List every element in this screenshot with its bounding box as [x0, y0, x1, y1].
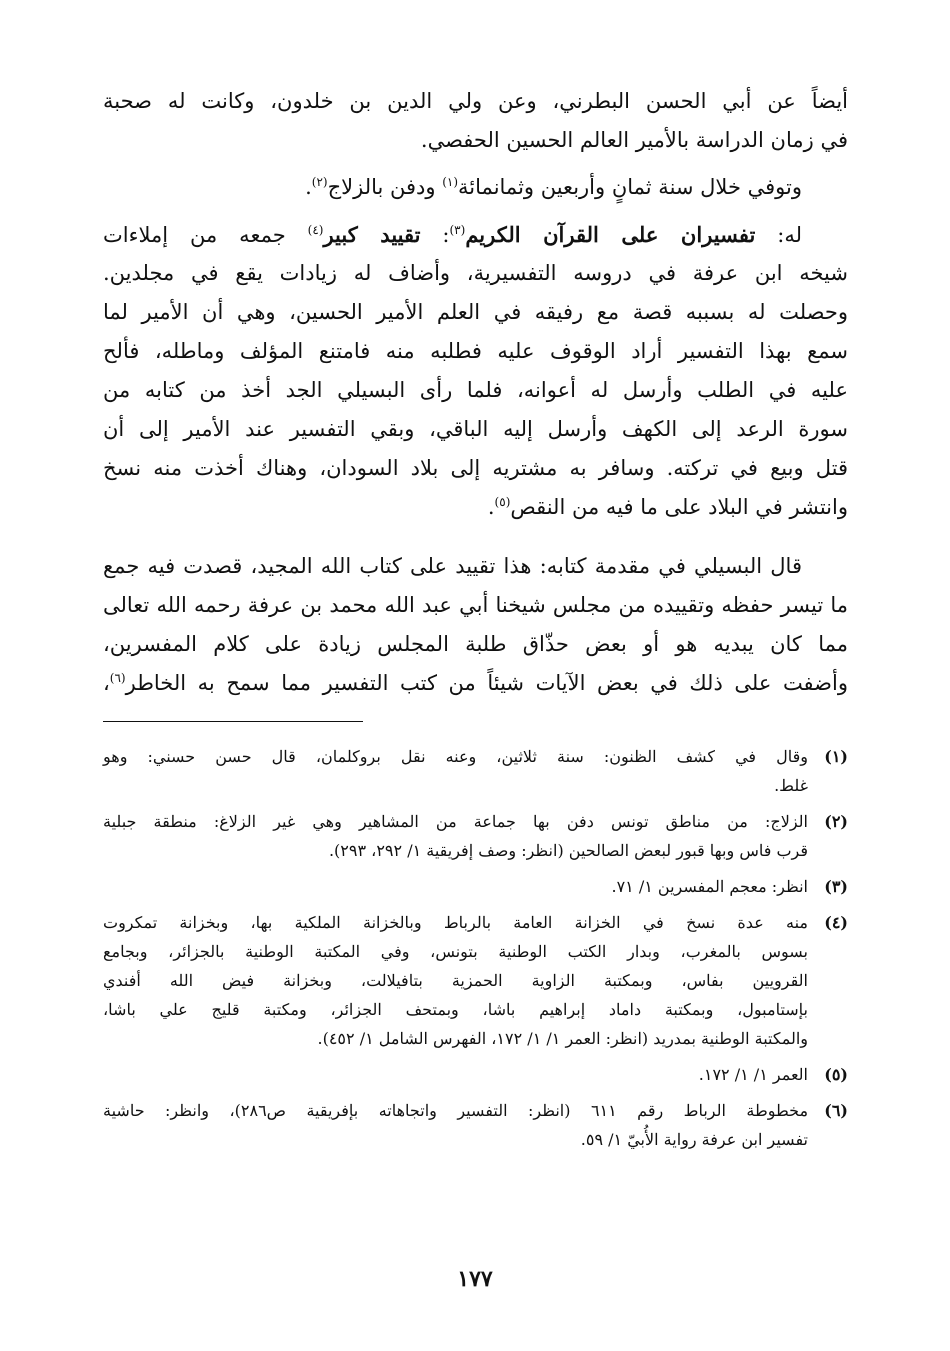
footnote-ref-5[interactable]: (٥): [494, 495, 511, 509]
book-title: تقييد كبير: [323, 222, 421, 247]
footnote-line: بسوس بالمغرب، وبدار الكتب الوطنية بتونس، وفي المكتبة الوطنية بالجزائر، وبجامع: [103, 942, 808, 961]
footnote-ref-4[interactable]: (٤): [307, 223, 324, 237]
body-line: قتل وبيع في تركته. وسافر به مشتريه إلى بلاد السودان، وهناك أخذت منه نسخ: [103, 456, 848, 480]
body-line: سورة الرعد إلى الكهف وأرسل إليه الباقي، وبقي التفسير عند الأمير إلى أن: [103, 417, 848, 441]
footnote-ref-6[interactable]: (٦): [109, 671, 126, 685]
body-line: وحصلت له بسببه قصة مع رفيقه في العلم الأمير الحسين، وهي أن الأمير لما: [103, 300, 848, 324]
footnote-2: [103, 807, 848, 865]
footnote-line: الزلاج: من مناطق تونس دفن بها جماعة من المشاهير وهي غير الزلاغ: منطقة جبلية: [103, 812, 808, 831]
footnote-1: [103, 742, 848, 800]
footnote-4: [103, 908, 848, 1053]
body-line: [103, 664, 848, 703]
footnote-divider: [103, 721, 363, 722]
footnote-line: انظر: معجم المفسرين ١/ ٧١.: [611, 877, 808, 896]
footnote-number: (٦): [824, 1101, 848, 1120]
footnote-line: القرويين بفاس، وبمكتبة الزاوية الحمزية بتافيلالت، وبخزانة فيض الله أفندي: [103, 971, 808, 990]
body-line: [103, 488, 848, 527]
body-line: في زمان الدراسة بالأمير العالم الحسين الحفصي.: [420, 128, 848, 152]
works-title: تفسيران على القرآن الكريم: [465, 222, 756, 247]
burial-text: ودفن بالزلاج: [327, 175, 443, 199]
period: .: [305, 175, 312, 199]
colon: :: [420, 223, 450, 247]
footnote-3: [103, 872, 848, 901]
death-paragraph: [103, 168, 848, 207]
body-line: عليه في الطلب وأرسل له أعوانه، فلما رأى البسيلي الجد أخذ من كتابه من: [103, 378, 848, 402]
works-lead: له:: [755, 223, 802, 247]
works-paragraph-first-line: [103, 215, 848, 254]
body-text: وانتشر في البلاد على ما فيه من النقص: [510, 495, 848, 519]
footnote-ref-1[interactable]: (١): [442, 175, 459, 189]
body-line: سمع بهذا التفسير أراد الوقوف عليه فطلبه منه فامتنع المؤلف وماطله، فألح: [103, 339, 848, 363]
body-line: شيخه ابن عرفة في دروسه التفسيرية، وأضاف له زيادات يقع في مجلدين.: [103, 261, 848, 285]
body-line: مما كان يبديه هو أو بعض حذّاق طلبة المجلس زيادة على كلام المفسرين،: [103, 632, 848, 656]
period: .: [487, 495, 495, 519]
footnote-number: (١): [824, 747, 848, 766]
footnote-6: [103, 1096, 848, 1154]
footnote-ref-2[interactable]: (٢): [311, 175, 328, 189]
footnote-line: العمر ١/ ١/ ١٧٢.: [698, 1065, 808, 1084]
footnote-ref-3[interactable]: (٣): [449, 223, 466, 237]
body-text: وأضفت على ذلك في بعض الآيات شيئاً من كتب التفسير مما سمح به الخاطر: [125, 671, 848, 695]
footnotes: [103, 742, 848, 1154]
footnote-number: (٣): [824, 877, 848, 896]
footnote-number: (٤): [824, 913, 848, 932]
page-body: [103, 82, 848, 1161]
death-text: وتوفي خلال سنة ثمانٍ وأربعين وثمانمائة: [458, 175, 802, 199]
works-rest: جمعه من إملاءات: [103, 223, 308, 247]
body-line: قال البسيلي في مقدمة كتابه: هذا تقييد على كتاب الله المجيد، قصدت فيه جمع: [103, 554, 802, 578]
footnote-number: (٢): [824, 812, 848, 831]
footnote-line: تفسير ابن عرفة رواية الأُبيّ ١/ ٥٩.: [580, 1130, 808, 1149]
comma: ،: [103, 671, 110, 695]
body-line: أيضاً عن أبي الحسن البطرني، وعن ولي الدين بن خلدون، وكانت له صحبة: [103, 89, 848, 113]
footnote-line: غلط.: [774, 776, 808, 795]
footnote-line: مخطوطة الرباط رقم ٦١١ (انظر: التفسير واتجاهاته بإفريقية ص٢٨٦)، وانظر: حاشية: [103, 1101, 809, 1120]
page-number: ١٧٧: [457, 1266, 493, 1292]
footnote-line: بإستامبول، وبمكتبة داماد إبراهيم باشا، وبمتحف الجزائر، ومكتبة قليج علي باشا،: [103, 1000, 808, 1019]
body-line: ما تيسر حفظه وتقييده من مجلس شيخنا أبي عبد الله محمد بن عرفة رحمه الله تعالى: [103, 593, 848, 617]
footnote-number: (٥): [824, 1065, 848, 1084]
footnote-line: قرب فاس وبها قبور لبعض الصالحين (انظر: وصف إفريقية ١/ ٢٩٢، ٢٩٣).: [328, 841, 808, 860]
footnote-5: [103, 1060, 848, 1089]
footnote-line: والمكتبة الوطنية بمدريد (انظر: العمر ١/ ١/ ١٧٢، الفهرس الشامل ١/ ٤٥٢).: [317, 1029, 808, 1048]
footnote-line: وقال في كشف الظنون: سنة ثلاثين، وعنه نقل بروكلمان، قال حسن حسني: وهو: [103, 747, 808, 766]
footnote-line: منه عدة نسخ في الخزانة العامة بالرباط وبالخزانة الملكية بها، وبخزانة تمكروت: [103, 913, 808, 932]
